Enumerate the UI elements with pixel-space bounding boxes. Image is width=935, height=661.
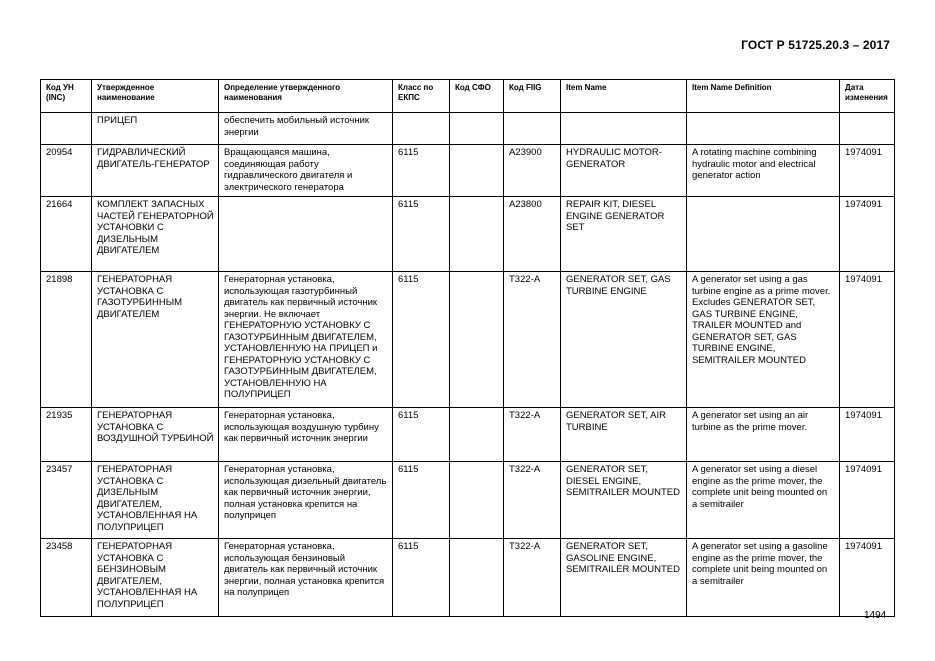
- table-row: [41, 113, 895, 145]
- cell-item-name: GENERATOR SET, AIR TURBINE: [561, 408, 687, 462]
- table-body: [41, 113, 895, 617]
- cell-sfo: [450, 272, 504, 408]
- cell-fiig: A23900: [504, 145, 561, 197]
- header-definition: Определение утвержденного наименования: [219, 80, 393, 113]
- cell-code: 23458: [41, 539, 92, 617]
- cell-sfo: [450, 539, 504, 617]
- table-row: [41, 462, 895, 539]
- header-row: [41, 80, 895, 113]
- header-sfo: Код СФО: [450, 80, 504, 113]
- cell-fiig: T322-A: [504, 272, 561, 408]
- table-row: [41, 145, 895, 197]
- cell-item-name-definition: [687, 113, 840, 145]
- cell-fiig: T322-A: [504, 408, 561, 462]
- cell-definition: обеспечить мобильный источник энергии: [219, 113, 393, 145]
- cell-fiig: [504, 113, 561, 145]
- header-approved-name: Утвержденное наименование: [92, 80, 219, 113]
- table-row: [41, 272, 895, 408]
- cell-code: 23457: [41, 462, 92, 539]
- cell-item-name: [561, 113, 687, 145]
- cell-definition: Генераторная установка, использующая воздушную турбину как первичный источник энергии: [219, 408, 393, 462]
- header-item-name: Item Name: [561, 80, 687, 113]
- cell-definition: Генераторная установка, использующая газотурбинный двигатель как первичный источник энергии. Не включает ГЕНЕРАТОРНУЮ УСТАНОВКУ С ГАЗОТУРБИННЫМ ДВИГАТЕЛЕМ, УСТАНОВЛЕННУЮ НА ПРИЦЕП и ГЕНЕРАТОРНУЮ УСТАНОВКУ С ГАЗОТУРБИННЫМ ДВИГАТЕЛЕМ, УСТАНОВЛЕННУЮ НА ПОЛУПРИЦЕП: [219, 272, 393, 408]
- cell-item-name-definition: A generator set using a diesel engine as the prime mover, the complete unit being mounted on a semitrailer: [687, 462, 840, 539]
- cell-class: 6115: [393, 145, 450, 197]
- cell-date: 1974091: [840, 272, 895, 408]
- cell-sfo: [450, 462, 504, 539]
- cell-date: 1974091: [840, 145, 895, 197]
- cell-item-name-definition: A generator set using an air turbine as the prime mover.: [687, 408, 840, 462]
- cell-fiig: T322-A: [504, 539, 561, 617]
- document-header: ГОСТ Р 51725.20.3 – 2017: [741, 38, 890, 52]
- cell-class: 6115: [393, 539, 450, 617]
- cell-class: 6115: [393, 272, 450, 408]
- cell-fiig: T322-A: [504, 462, 561, 539]
- cell-item-name-definition: [687, 197, 840, 272]
- cell-item-name-definition: A rotating machine combining hydraulic motor and electrical generator action: [687, 145, 840, 197]
- cell-approved-name: ГИДРАВЛИЧЕСКИЙ ДВИГАТЕЛЬ-ГЕНЕРАТОР: [92, 145, 219, 197]
- cell-code: 21664: [41, 197, 92, 272]
- table-row: [41, 408, 895, 462]
- cell-item-name: GENERATOR SET, GASOLINE ENGINE, SEMITRAILER MOUNTED: [561, 539, 687, 617]
- cell-fiig: A23800: [504, 197, 561, 272]
- cell-item-name-definition: A generator set using a gasoline engine as the prime mover, the complete unit being mounted on a semitrailer: [687, 539, 840, 617]
- cell-date: 1974091: [840, 462, 895, 539]
- cell-item-name-definition: A generator set using a gas turbine engine as a prime mover. Excludes GENERATOR SET, GAS TURBINE ENGINE, TRAILER MOUNTED and GENERATOR SET, GAS TURBINE ENGINE, SEMITRAILER MOUNTED: [687, 272, 840, 408]
- catalog-table: [40, 79, 895, 617]
- header-code: Код УН (INC): [41, 80, 92, 113]
- header-item-name-definition: Item Name Definition: [687, 80, 840, 113]
- cell-sfo: [450, 408, 504, 462]
- cell-item-name: REPAIR KIT, DIESEL ENGINE GENERATOR SET: [561, 197, 687, 272]
- cell-definition: [219, 197, 393, 272]
- cell-sfo: [450, 145, 504, 197]
- cell-code: 21935: [41, 408, 92, 462]
- cell-approved-name: ГЕНЕРАТОРНАЯ УСТАНОВКА С ДИЗЕЛЬНЫМ ДВИГАТЕЛЕМ, УСТАНОВЛЕННАЯ НА ПОЛУПРИЦЕП: [92, 462, 219, 539]
- cell-date: 1974091: [840, 197, 895, 272]
- cell-class: 6115: [393, 408, 450, 462]
- cell-code: [41, 113, 92, 145]
- table-row: [41, 539, 895, 617]
- cell-item-name: HYDRAULIC MOTOR-GENERATOR: [561, 145, 687, 197]
- cell-definition: Вращающаяся машина, соединяющая работу гидравлического двигателя и электрического генератора: [219, 145, 393, 197]
- cell-definition: Генераторная установка, использующая бензиновый двигатель как первичный источник энергии, полная установка крепится на полуприцеп: [219, 539, 393, 617]
- cell-code: 21898: [41, 272, 92, 408]
- cell-sfo: [450, 113, 504, 145]
- header-class: Класс по ЕКПС: [393, 80, 450, 113]
- page-number: 1494: [864, 610, 887, 621]
- cell-approved-name: ГЕНЕРАТОРНАЯ УСТАНОВКА С ГАЗОТУРБИННЫМ ДВИГАТЕЛЕМ: [92, 272, 219, 408]
- cell-item-name: GENERATOR SET, GAS TURBINE ENGINE: [561, 272, 687, 408]
- cell-date: [840, 113, 895, 145]
- cell-approved-name: ГЕНЕРАТОРНАЯ УСТАНОВКА С БЕНЗИНОВЫМ ДВИГАТЕЛЕМ, УСТАНОВЛЕННАЯ НА ПОЛУПРИЦЕП: [92, 539, 219, 617]
- cell-class: [393, 113, 450, 145]
- table-row: [41, 197, 895, 272]
- cell-approved-name: ГЕНЕРАТОРНАЯ УСТАНОВКА С ВОЗДУШНОЙ ТУРБИНОЙ: [92, 408, 219, 462]
- cell-sfo: [450, 197, 504, 272]
- cell-class: 6115: [393, 197, 450, 272]
- cell-approved-name: ПРИЦЕП: [92, 113, 219, 145]
- cell-definition: Генераторная установка, использующая дизельный двигатель как первичный источник энергии, полная установка крепится на полуприцеп: [219, 462, 393, 539]
- header-date: Дата изменения: [840, 80, 895, 113]
- cell-code: 20954: [41, 145, 92, 197]
- cell-item-name: GENERATOR SET, DIESEL ENGINE, SEMITRAILER MOUNTED: [561, 462, 687, 539]
- table-header: [41, 80, 895, 113]
- cell-approved-name: КОМПЛЕКТ ЗАПАСНЫХ ЧАСТЕЙ ГЕНЕРАТОРНОЙ УСТАНОВКИ С ДИЗЕЛЬНЫМ ДВИГАТЕЛЕМ: [92, 197, 219, 272]
- cell-class: 6115: [393, 462, 450, 539]
- header-fiig: Код FIIG: [504, 80, 561, 113]
- cell-date: 1974091: [840, 408, 895, 462]
- cell-date: 1974091: [840, 539, 895, 617]
